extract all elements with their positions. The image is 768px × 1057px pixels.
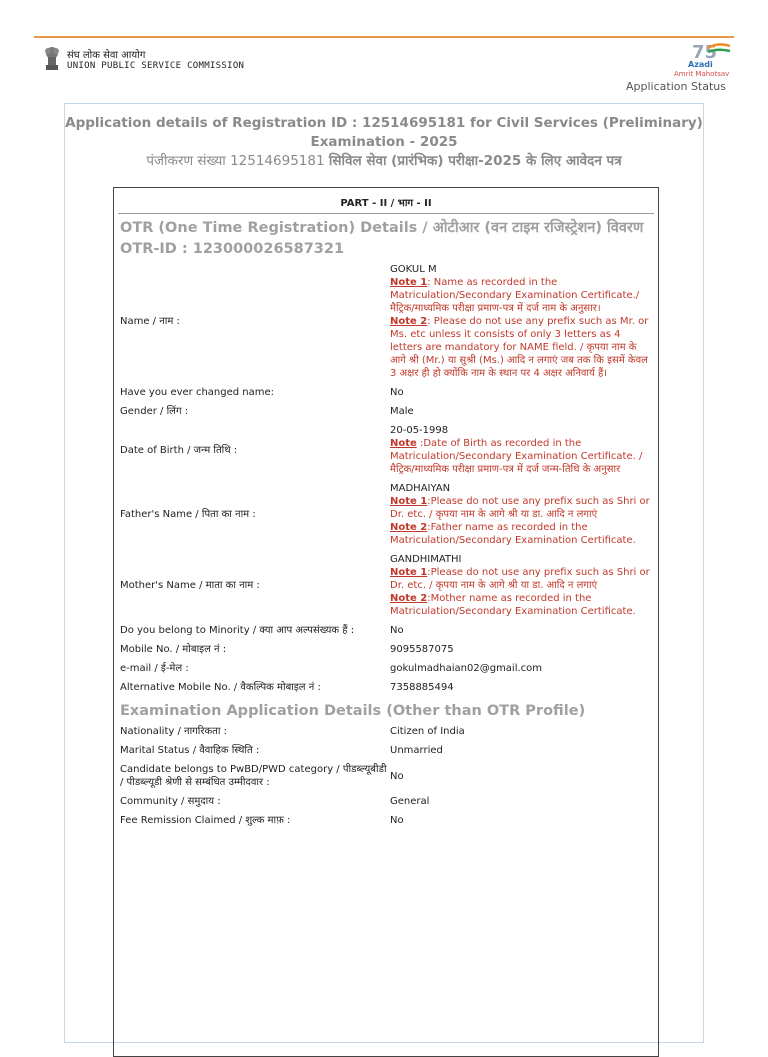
note-text: :Mother name as recorded in the Matriculation/Secondary Examination Certificate. [390,593,636,617]
table-row [120,792,654,811]
otr-id: OTR-ID : 123000026587321 [120,241,345,257]
changed-name-value: No [390,387,404,398]
table-row [120,760,654,792]
note-text: :Father name as recorded in the Matriculation/Secondary Examination Certificate. [390,522,636,546]
note-text: : Name as recorded in the Matriculation/Secondary Examination Certificate./ मैट्रिक/माध्यमिक परीक्षा प्रमाण-पत्र में दर्ज नाम के अनुसार। [390,277,640,314]
changed-name-label: Have you ever changed name: [120,387,275,398]
note-tag: Note 2 [390,522,428,533]
title-line-3-bold: सिविल सेवा (प्रारंभिक) परीक्षा-2025 के लिए आवेदन पत्र [328,153,622,169]
fee-remission-value: No [390,815,404,826]
note-tag: Note 2 [390,316,428,327]
dob-note [390,437,654,476]
alt-mobile-label: Alternative Mobile No. / वैकल्पिक मोबाइल नं : [120,682,321,693]
name-label: Name / नाम : [120,316,180,327]
note-text: :Please do not use any prefix such as Shri or Dr. etc. / कृपया नाम के आगे श्री या डा. आदि न लगाएं [390,567,650,591]
gender-value: Male [390,406,414,417]
fee-remission-label: Fee Remission Claimed / शुल्क माफ़ : [120,815,291,826]
part-two-panel [113,187,659,1057]
table-row [120,421,654,479]
mobile-value: 9095587075 [390,644,454,655]
table-row [120,479,654,550]
dob-value-cell [390,421,654,479]
pwbd-label: Candidate belongs to PwBD/PWD category / पीडब्ल्यूबीडी / पीडब्ल्यूडी श्रेणी से सम्बंधित उम्मीदवार : [120,764,387,788]
minority-label: Do you belong to Minority / क्या आप अल्पसंख्यक हैं : [120,625,355,636]
table-row [120,383,654,402]
gender-label: Gender / लिंग : [120,406,189,417]
nationality-value: Citizen of India [390,726,465,737]
note-text: :Date of Birth as recorded in the Matriculation/Secondary Examination Certificate. / मैट्रिक/माध्यमिक परीक्षा प्रमाण-पत्र में दर्ज जन्म-तिथि के अनुसार [390,438,643,475]
table-row [120,811,654,830]
application-card [64,103,704,1043]
pwbd-value: No [390,770,404,782]
table-row [120,722,654,741]
part-heading: PART - II / भाग - II [118,188,654,214]
community-value: General [390,796,430,807]
father-note-2 [390,521,654,547]
amrit-mahotsav-text: Amrit Mahotsav [674,70,730,78]
note-tag: Note 1 [390,567,428,578]
mother-name-value-cell [390,550,654,621]
note-text: : Please do not use any prefix such as Mr. or Ms. etc unless it consists of only 3 letters as 4 letters are mandatory for NAME field. / कृपया नाम के आगे श्री (Mr.) या सुश्री (Ms.) आदि न लगाएं जब तक कि इसमें केवल 3 अक्षर ही हो क्योंकि नाम के स्थान पर 4 अक्षर अनिवार्य हैं। [390,316,649,379]
father-name-label: Father's Name / पिता का नाम : [120,509,256,520]
name-note-1 [390,276,654,315]
title-line-2: Examination - 2025 [310,134,458,150]
svg-text:75: 75 [692,42,718,62]
azadi-logo-icon [674,40,732,62]
marital-status-value: Unmarried [390,745,443,756]
title-line-3 [65,152,703,171]
mother-name-value: GANDHIMATHI [390,554,462,565]
otr-details-table [120,260,654,697]
nationality-label: Nationality / नागरिकता : [120,726,227,737]
minority-value: No [390,625,404,636]
dob-value: 20-05-1998 [390,425,449,436]
table-row [120,260,654,383]
table-row [120,402,654,421]
mobile-label: Mobile No. / मोबाइल नं : [120,644,227,655]
mother-note-1 [390,566,654,592]
mother-name-label: Mother's Name / माता का नाम : [120,580,260,591]
note-tag: Note 2 [390,593,428,604]
title-line-1: Application details of Registration ID : 12514695181 for Civil Services (Preliminary) [65,115,703,131]
org-name-english: UNION PUBLIC SERVICE COMMISSION [67,61,245,71]
exam-details-table [120,722,654,830]
name-value: GOKUL M [390,264,437,275]
table-row [120,640,654,659]
note-tag: Note [390,438,417,449]
name-value-cell [390,260,654,383]
org-name-hindi: संघ लोक सेवा आयोग [67,50,146,61]
national-emblem-icon [42,43,62,73]
note-tag: Note 1 [390,277,428,288]
table-row [120,550,654,621]
mother-note-2 [390,592,654,618]
marital-status-label: Marital Status / वैवाहिक स्थिति : [120,745,260,756]
note-tag: Note 1 [390,496,428,507]
father-name-value-cell [390,479,654,550]
azadi-ka-amrit-mahotsav-logo [674,40,732,78]
otr-heading [120,218,652,260]
father-note-1 [390,495,654,521]
table-row [120,678,654,697]
email-value: gokulmadhaian02@gmail.com [390,663,543,674]
otr-heading-text: OTR (One Time Registration) Details / ओटीआर (वन टाइम रजिस्ट्रेशन) विवरण [120,220,644,236]
table-row [120,659,654,678]
exam-details-heading: Examination Application Details (Other than OTR Profile) [120,703,586,719]
upsc-header [34,38,734,78]
title-line-3-prefix: पंजीकरण संख्या 12514695181 [146,153,329,169]
dob-label: Date of Birth / जन्म तिथि : [120,444,238,456]
email-label: e-mail / ई-मेल : [120,663,189,674]
table-row [120,741,654,760]
application-status-link[interactable]: Application Status [625,80,726,93]
name-note-2 [390,315,654,380]
azadi-text: Azadi [688,60,713,69]
alt-mobile-value: 7358885494 [390,682,454,693]
table-row [120,621,654,640]
note-text: :Please do not use any prefix such as Shri or Dr. etc. / कृपया नाम के आगे श्री या डा. आदि न लगाएं [390,496,650,520]
community-label: Community / समुदाय : [120,796,221,807]
page-title [65,114,703,171]
father-name-value: MADHAIYAN [390,483,451,494]
